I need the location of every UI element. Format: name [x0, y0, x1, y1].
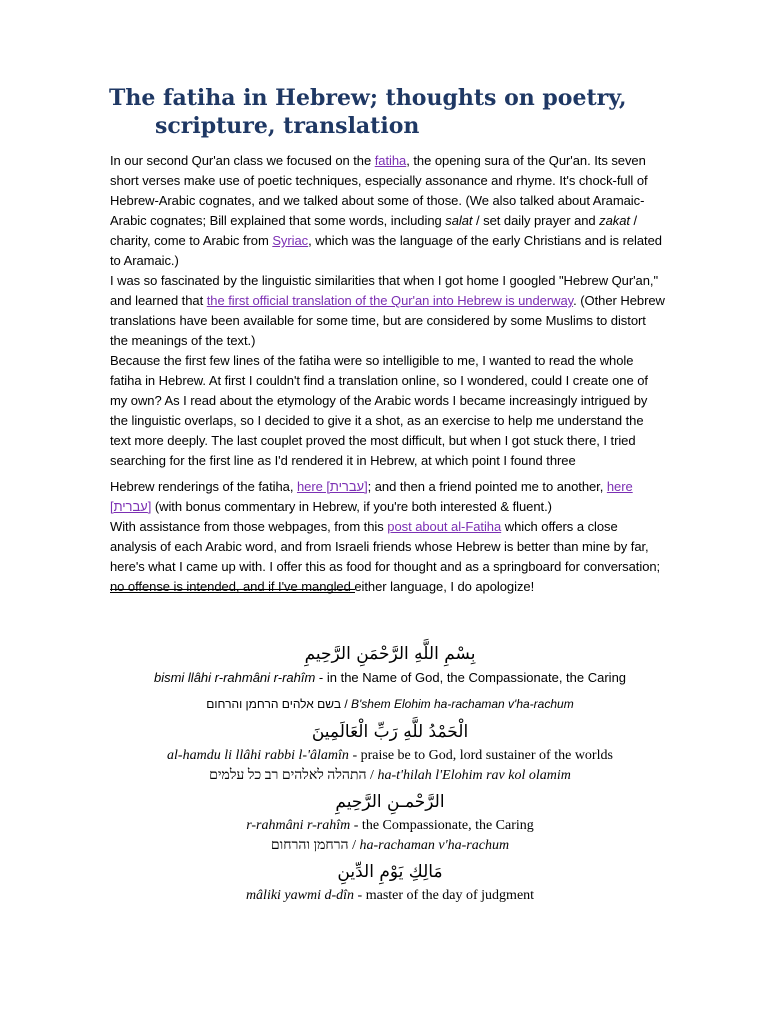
translit-text: r-rahmâni r-rahîm [246, 818, 351, 833]
text-run: . (Other Hebrew translations have been available for some time, but are considered by some Muslims to distort the meanings of the text.) [110, 293, 665, 348]
text-run: which offers a close analysis of each Arabic word, and from Israeli friends whose Hebrew is better than mine by far, here's what I came up with. I offer this as food for thought and as a springboard for conversation; no offense is intended, and if I've mangled either language, I do apologize! [110, 519, 661, 594]
here-hebrew-link-2[interactable]: here [עברית] [110, 479, 633, 514]
double-rule-divider [110, 589, 355, 593]
zakat-term: zakat [599, 213, 630, 228]
syriac-link[interactable]: Syriac [272, 233, 309, 248]
verse-2 [110, 718, 670, 786]
title-line-2: scripture, translation [155, 113, 420, 139]
english-text: - master of the day of judgment [354, 888, 535, 903]
fatiha-link[interactable]: fatiha [374, 153, 407, 168]
text-run: In our second Qur'an class we focused on the [110, 153, 375, 168]
verse-arabic: الرَّحْمـنِ الرَّحِيمِ [335, 792, 445, 812]
text-run: / set daily prayer and [472, 213, 600, 228]
verse-transliteration [110, 886, 670, 906]
text-run: , which was the language of the early Christians and is related to Aramaic.) [110, 233, 662, 268]
verse-hebrew [110, 836, 670, 856]
verse-transliteration [110, 816, 670, 836]
paragraph-5 [110, 517, 666, 597]
separator: / [341, 697, 352, 711]
al-fatiha-post-link[interactable]: post about al-Fatiha [387, 519, 502, 534]
english-text: - the Compassionate, the Caring [350, 818, 534, 833]
text-run: / charity, come to Arabic from [110, 213, 638, 248]
hebrew-translit-text: ha-t'hilah l'Elohim rav kol olamim [377, 768, 571, 783]
fatiha-verses [110, 640, 670, 906]
verse-arabic: بِسْمِ اللَّهِ الرَّحْمَنِ الرَّحِيمِ [304, 644, 476, 664]
translit-text: al-hamdu li llâhi rabbi l-'âlamîn [167, 748, 349, 763]
english-text: - praise be to God, lord sustainer of the worlds [348, 748, 613, 763]
verse-1 [110, 640, 670, 714]
text-run: , the opening sura of the Qur'an. Its seven short verses make use of poetic techniques, especially assonance and rhyme. It's chock-full of Hebrew-Arabic cognates, and we talked about some of those. (We also talked about Aramaic-Arabic cognates; Bill explained that some words, including [110, 153, 648, 228]
hebrew-text: הרחמן והרחום [270, 838, 349, 853]
text-run: With assistance from those webpages, from this [110, 519, 388, 534]
verse-arabic: مَالِكِ يَوْمِ الدِّينِ [337, 862, 443, 882]
separator: / [366, 768, 378, 783]
text-run: I was so fascinated by the linguistic similarities that when I got home I googled "Hebrew Qur'an," and learned that [110, 273, 659, 308]
verse-transliteration [110, 668, 670, 688]
translit-text: mâliki yawmi d-dîn [245, 888, 355, 903]
verse-hebrew [110, 694, 670, 714]
hebrew-text: בשם אלהים הרחמן והרחום [206, 697, 341, 711]
here-hebrew-link-1[interactable]: here [עברית] [296, 479, 368, 494]
verse-3 [110, 788, 670, 856]
paragraph-3: Because the first few lines of the fatiha were so intelligible to me, I wanted to read the whole fatiha in Hebrew. At first I couldn't find a translation online, so I wondered, could I create one of my own? As I read about the etymology of the Arabic words I became increasingly intrigued by the linguistic overlaps, so I decided to give it a shot, as an exercise to help me understand the text more deeply. The last couplet proved the most difficult, but when I got stuck there, I tried searching for the first line as I'd rendered it in Hebrew, at which point I found three [110, 353, 648, 468]
hebrew-translit-text: B'shem Elohim ha-rachaman v'ha-rachum [351, 697, 574, 711]
title-line-1: The fatiha in Hebrew; thoughts on poetry, [109, 85, 627, 111]
paragraph-1 [110, 151, 666, 271]
separator: / [348, 838, 360, 853]
text-run: (with bonus commentary in Hebrew, if you're both interested & fluent.) [151, 499, 552, 514]
page-title [109, 84, 729, 140]
hebrew-text: התהלה לאלהים רב כל עלמים [209, 768, 367, 783]
paragraph-4 [110, 477, 666, 517]
text-run: Hebrew renderings of the fatiha, [110, 479, 297, 494]
salat-term: salat [445, 213, 473, 228]
text-run: ; and then a friend pointed me to another, [367, 479, 607, 494]
english-text: - in the Name of God, the Compassionate, the Caring [315, 670, 627, 685]
verse-arabic: الْحَمْدُ للَّهِ رَبِّ الْعَالَمِينَ [311, 722, 469, 742]
translit-text: bismi llâhi r-rahmâni r-rahîm [153, 670, 316, 685]
verse-hebrew [110, 766, 670, 786]
hebrew-translit-text: ha-rachaman v'ha-rachum [359, 838, 510, 853]
verse-transliteration [110, 746, 670, 766]
article-body [110, 151, 666, 597]
hebrew-translation-link[interactable]: the first official translation of the Qur'an into Hebrew is underway [206, 293, 574, 308]
verse-4 [110, 858, 670, 906]
paragraph-2 [110, 271, 666, 351]
